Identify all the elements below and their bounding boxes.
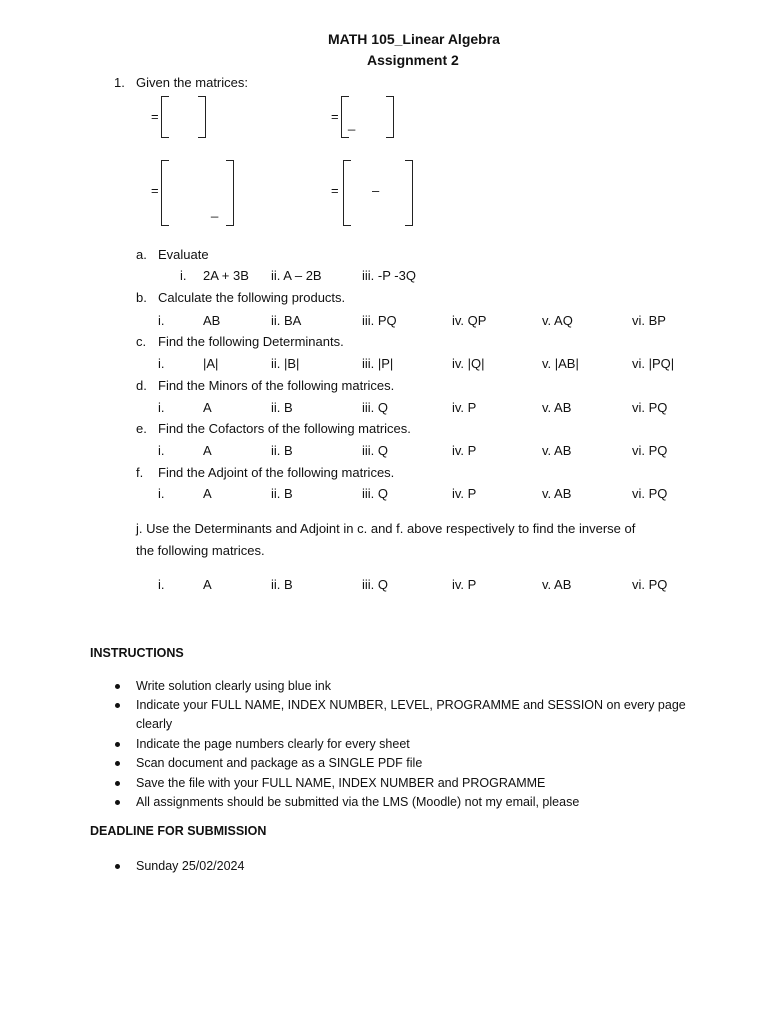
- row-item: vi. PQ: [632, 400, 668, 415]
- row-item: v. AB: [542, 443, 572, 458]
- row-item: v. AQ: [542, 313, 573, 328]
- row-item: i.: [158, 313, 165, 328]
- instruction-item: Write solution clearly using blue ink: [136, 679, 332, 693]
- row-item: ii. B: [271, 400, 293, 415]
- matrix-equals: =: [151, 183, 159, 198]
- part-a-item-i: i.: [180, 268, 187, 283]
- instructions-heading: INSTRUCTIONS: [90, 646, 184, 660]
- row-item: iv. P: [452, 400, 477, 415]
- part-f-text: Find the Adjoint of the following matrices.: [158, 465, 395, 480]
- part-e-letter: e.: [136, 421, 147, 436]
- matrix-left-bracket: [161, 96, 169, 138]
- row-item: i.: [158, 486, 165, 501]
- bullet-icon: [115, 781, 120, 786]
- row-item: iii. Q: [362, 400, 388, 415]
- row-item: v. AB: [542, 486, 572, 501]
- row-item: iv. P: [452, 486, 477, 501]
- row-item: iv. P: [452, 443, 477, 458]
- instruction-item: Save the file with your FULL NAME, INDEX NUMBER and PROGRAMME: [136, 776, 546, 790]
- bullet-icon: [115, 703, 120, 708]
- row-item: ii. B: [271, 443, 293, 458]
- row-item: vi. BP: [632, 313, 666, 328]
- row-item: ii. B: [271, 486, 293, 501]
- row-item: iii. |P|: [362, 356, 394, 371]
- instruction-item: Scan document and package as a SINGLE PDF file: [136, 756, 423, 770]
- matrix-left-bracket: [343, 160, 351, 226]
- row-item: vi. PQ: [632, 577, 668, 592]
- matrix-entry: –: [372, 183, 380, 198]
- row-item: vi. |PQ|: [632, 356, 675, 371]
- matrix-right-bracket: [198, 96, 206, 138]
- row-item: ii. B: [271, 577, 293, 592]
- deadline-heading: DEADLINE FOR SUBMISSION: [90, 824, 267, 838]
- row-item: iii. Q: [362, 577, 388, 592]
- bullet-icon: [115, 761, 120, 766]
- matrix-equals: =: [331, 109, 339, 124]
- row-item: ii. BA: [271, 313, 302, 328]
- part-j-line2: the following matrices.: [136, 543, 265, 558]
- matrix-entry: _: [348, 116, 356, 131]
- matrix-right-bracket: [386, 96, 394, 138]
- instruction-item-continuation: clearly: [136, 717, 173, 731]
- part-c-text: Find the following Determinants.: [158, 334, 344, 349]
- row-item: iv. |Q|: [452, 356, 485, 371]
- part-f-letter: f.: [136, 465, 144, 480]
- part-b-text: Calculate the following products.: [158, 290, 346, 305]
- row-item: i.: [158, 400, 165, 415]
- row-item: iv. QP: [452, 313, 487, 328]
- row-item: vi. PQ: [632, 486, 668, 501]
- row-item: v. AB: [542, 400, 572, 415]
- matrix-equals: =: [331, 183, 339, 198]
- bullet-icon: [115, 742, 120, 747]
- row-item: i.: [158, 443, 165, 458]
- row-item: |A|: [203, 356, 219, 371]
- row-item: A: [203, 443, 212, 458]
- row-item: iii. PQ: [362, 313, 397, 328]
- instruction-item: All assignments should be submitted via the LMS (Moodle) not my email, please: [136, 795, 580, 809]
- row-item: ii. |B|: [271, 356, 300, 371]
- question-number: 1.: [114, 75, 125, 90]
- matrix-entry: _: [211, 203, 219, 218]
- deadline-date: Sunday 25/02/2024: [136, 859, 245, 873]
- bullet-icon: [115, 684, 120, 689]
- part-a-item-ii: ii. A – 2B: [271, 268, 322, 283]
- row-item: i.: [158, 577, 165, 592]
- part-c-letter: c.: [136, 334, 147, 349]
- matrix-left-bracket: [161, 160, 169, 226]
- row-item: A: [203, 486, 212, 501]
- row-item: iii. Q: [362, 443, 388, 458]
- question-intro: Given the matrices:: [136, 75, 248, 90]
- row-item: A: [203, 577, 212, 592]
- instruction-item: Indicate the page numbers clearly for every sheet: [136, 737, 410, 751]
- part-d-letter: d.: [136, 378, 147, 393]
- matrix-right-bracket: [226, 160, 234, 226]
- row-item: iii. Q: [362, 486, 388, 501]
- row-item: v. |AB|: [542, 356, 579, 371]
- course-title: MATH 105_Linear Algebra: [328, 31, 500, 47]
- part-b-letter: b.: [136, 290, 147, 305]
- bullet-icon: [115, 800, 120, 805]
- row-item: A: [203, 400, 212, 415]
- assignment-title: Assignment 2: [367, 52, 459, 68]
- row-item: v. AB: [542, 577, 572, 592]
- row-item: vi. PQ: [632, 443, 668, 458]
- row-item: AB: [203, 313, 221, 328]
- part-a-text: Evaluate: [158, 247, 209, 262]
- part-e-text: Find the Cofactors of the following matrices.: [158, 421, 411, 436]
- part-j-line1: j. Use the Determinants and Adjoint in c. and f. above respectively to find the inverse of: [136, 521, 636, 536]
- instruction-item: Indicate your FULL NAME, INDEX NUMBER, LEVEL, PROGRAMME and SESSION on every page: [136, 698, 686, 712]
- part-a-item-i-text: 2A + 3B: [203, 268, 249, 283]
- part-d-text: Find the Minors of the following matrices.: [158, 378, 395, 393]
- row-item: i.: [158, 356, 165, 371]
- matrix-right-bracket: [405, 160, 413, 226]
- matrix-equals: =: [151, 109, 159, 124]
- part-a-letter: a.: [136, 247, 147, 262]
- part-a-item-iii: iii. -P -3Q: [362, 268, 416, 283]
- bullet-icon: [115, 864, 120, 869]
- row-item: iv. P: [452, 577, 477, 592]
